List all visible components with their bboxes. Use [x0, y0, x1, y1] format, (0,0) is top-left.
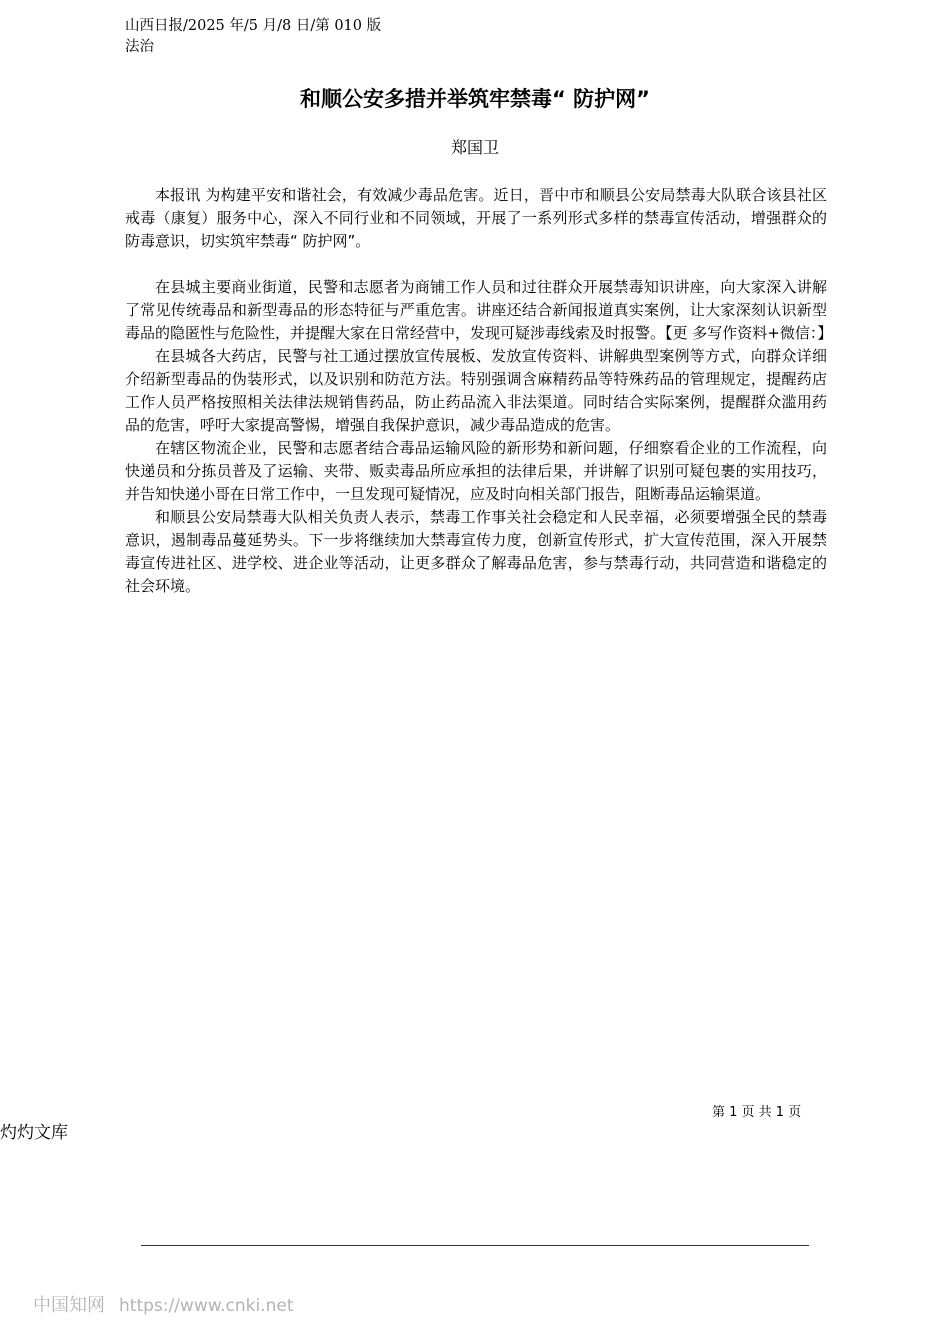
footer-divider: [141, 1245, 809, 1246]
article-paragraph: 和顺县公安局禁毒大队相关负责人表示，禁毒工作事关社会稳定和人民幸福，必须要增强全民的禁毒意识，遏制毒品蔓延势头。下一步将继续加大禁毒宣传力度，创新宣传形式，扩大宣传范围，深入开展禁毒宣传进社区、进学校、进企业等活动，让更多群众了解毒品危害，参与禁毒行动，共同营造和谐稳定的社会环境。: [125, 508, 827, 595]
article-paragraph: 在县城主要商业街道，民警和志愿者为商铺工作人员和过往群众开展禁毒知识讲座，向大家深入讲解了常见传统毒品和新型毒品的形态特征与严重危害。讲座还结合新闻报道真实案例，让大家深刻认识新型毒品的隐匿性与危险性，并提醒大家在日常经营中，发现可疑涉毒线索及时报警。【更 多写作资料+微信：】: [125, 278, 833, 342]
cnki-watermark: [33, 1294, 293, 1318]
article-title: 和顺公安多措并举筑牢禁毒“ 防护网”: [300, 87, 650, 111]
source-line: 山西日报/2025 年/5 月/8 日/第 010 版法治: [125, 18, 382, 55]
watermark-name: 中国知网: [33, 1295, 105, 1316]
article-body: [125, 184, 833, 598]
watermark-url: https://www.cnki.net: [119, 1296, 294, 1316]
article-paragraph: 在辖区物流企业，民警和志愿者结合毒品运输风险的新形势和新问题，仔细察看企业的工作流程，向快递员和分拣员普及了运输、夹带、贩卖毒品所应承担的法律后果，并讲解了识别可疑包裹的实用技巧，并告知快递小哥在日常工作中，一旦发现可疑情况，应及时向相关部门报告，阻断毒品运输渠道。: [125, 439, 827, 503]
article-paragraph: 本报讯 为构建平安和谐社会，有效减少毒品危害。近日，晋中市和顺县公安局禁毒大队联合该县社区戒毒（康复）服务中心，深入不同行业和不同领域，开展了一系列形式多样的禁毒宣传活动，增强群众的防毒意识，切实筑牢禁毒“ 防护网”。: [125, 186, 827, 250]
library-name: 灼灼文库: [0, 1123, 68, 1143]
article-author: 郑国卫: [450, 138, 499, 157]
article-paragraph: 在县城各大药店，民警与社工通过摆放宣传展板、发放宣传资料、讲解典型案例等方式，向群众详细介绍新型毒品的伪装形式，以及识别和防范方法。特别强调含麻精药品等特殊药品的管理规定，提醒药店工作人员严格按照相关法律法规销售药品，防止药品流入非法渠道。同时结合实际案例，提醒群众滥用药品的危害，呼吁大家提高警惕，增强自我保护意识，减少毒品造成的危害。: [125, 347, 827, 434]
page-number: 第 1 页 共 1 页: [712, 1105, 802, 1120]
